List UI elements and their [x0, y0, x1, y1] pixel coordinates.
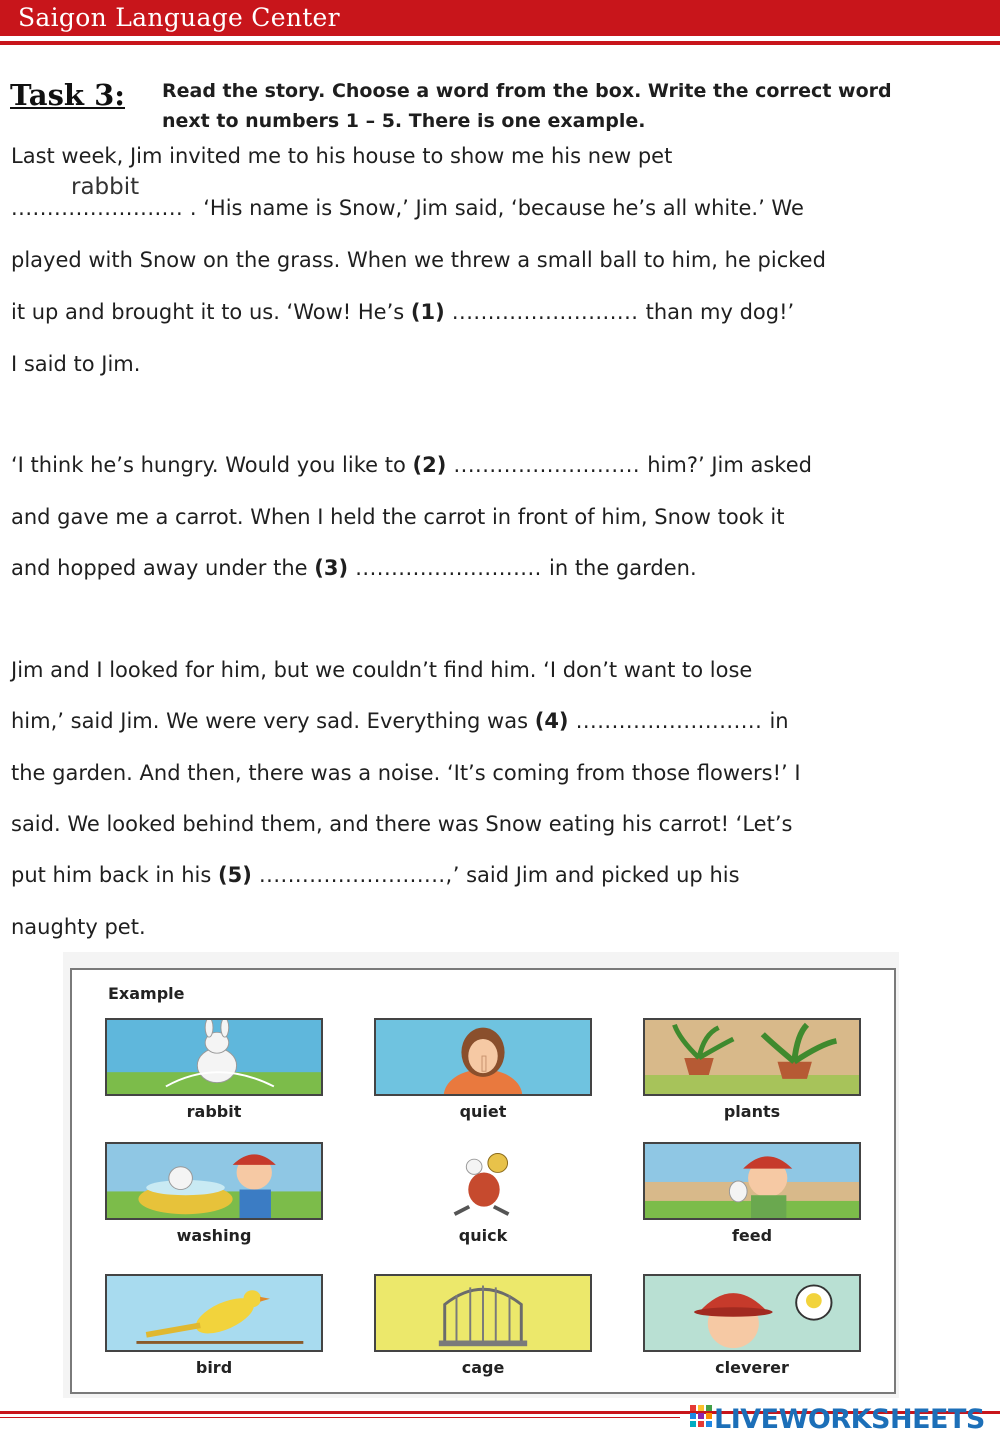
story-line-4-b: than my dog!’	[645, 300, 795, 324]
blank-number-1: (1)	[410, 300, 445, 324]
answer-blank-3[interactable]: ..........................	[348, 556, 549, 580]
example-answer-slot	[11, 174, 184, 220]
story-line-8	[11, 556, 697, 580]
cage-picture	[374, 1274, 592, 1352]
word-box	[70, 968, 896, 1394]
word-rabbit: rabbit	[186, 1102, 242, 1121]
word-cage: cage	[461, 1358, 505, 1377]
feed-picture	[643, 1142, 861, 1220]
example-answer: rabbit	[71, 174, 140, 200]
story-line-12: said. We looked behind them, and there was Snow eating his carrot! ‘Let’s	[11, 812, 793, 836]
cleverer-picture	[643, 1274, 861, 1352]
plants-picture	[643, 1018, 861, 1096]
blank-number-4: (4)	[534, 709, 569, 733]
answer-blank-2[interactable]: ..........................	[446, 453, 648, 477]
story-line-13-a: put him back in his	[11, 863, 218, 887]
story-line-13-b: ’ said Jim and picked up his	[452, 863, 740, 887]
word-quiet: quiet	[459, 1102, 507, 1121]
answer-blank-1[interactable]: ..........................	[444, 300, 646, 324]
blank-number-5: (5)	[218, 863, 252, 887]
story-line-1: Last week, Jim invited me to his house to show me his new pet	[11, 144, 673, 168]
story-line-2	[11, 174, 804, 220]
story-line-10	[11, 709, 789, 733]
quick-picture	[374, 1142, 592, 1220]
story-line-9: Jim and I looked for him, but we couldn’t find him. ‘I don’t want to lose	[11, 658, 753, 682]
bird-picture	[105, 1274, 323, 1352]
footer-divider-thin	[0, 1417, 680, 1418]
story-line-11: the garden. And then, there was a noise. ‘It’s coming from those flowers!’ I	[11, 761, 801, 785]
task-instruction	[162, 76, 982, 136]
story-line-7: and gave me a carrot. When I held the carrot in front of him, Snow took it	[11, 505, 785, 529]
story-line-2-text: . ‘His name is Snow,’ Jim said, ‘because he’s all white.’ We	[183, 196, 804, 220]
story-line-8-b: in the garden.	[549, 556, 697, 580]
story-line-6-a: ‘I think he’s hungry. Would you like to	[11, 453, 413, 477]
word-quick: quick	[458, 1226, 508, 1245]
story-line-4-a: it up and brought it to us. ‘Wow! He’s	[11, 300, 411, 324]
example-label: Example	[108, 984, 185, 1003]
word-washing: washing	[176, 1226, 252, 1245]
header-divider	[0, 41, 1000, 45]
liveworksheets-logo-icon	[690, 1405, 712, 1431]
rabbit-picture	[105, 1018, 323, 1096]
story-line-4	[11, 300, 794, 324]
story-line-3: played with Snow on the grass. When we threw a small ball to him, he picked	[11, 248, 826, 272]
story-line-10-a: him,’ said Jim. We were very sad. Everything was	[11, 709, 535, 733]
brand-text: LIVEWORKSHEETS	[714, 1404, 985, 1435]
instruction-line-1: Read the story. Choose a word from the box. Write the correct word	[162, 80, 892, 102]
washing-picture	[105, 1142, 323, 1220]
word-cleverer: cleverer	[715, 1358, 789, 1377]
story-line-6-b: him?’ Jim asked	[647, 453, 812, 477]
blank-number-3: (3)	[314, 556, 349, 580]
header-bar	[0, 0, 1000, 36]
blank-number-2: (2)	[412, 453, 447, 477]
header-title: Saigon Language Center	[18, 3, 340, 32]
instruction-line-2: next to numbers 1 – 5. There is one example.	[162, 110, 646, 132]
word-feed: feed	[731, 1226, 773, 1245]
word-bird: bird	[195, 1358, 233, 1377]
answer-blank-4[interactable]: ..........................	[568, 709, 770, 733]
liveworksheets-brand[interactable]	[690, 1404, 985, 1435]
story-line-5: I said to Jim.	[11, 352, 141, 376]
story-line-8-a: and hopped away under the	[11, 556, 315, 580]
word-plants: plants	[723, 1102, 781, 1121]
story-line-6	[11, 453, 812, 477]
quiet-picture	[374, 1018, 592, 1096]
task-label: Task 3:	[10, 78, 125, 112]
example-dots: ........................	[11, 196, 184, 220]
story-line-14: naughty pet.	[11, 915, 146, 939]
story-line-13	[11, 863, 740, 887]
story-line-10-b: in	[769, 709, 789, 733]
answer-blank-5[interactable]: ..........................,	[251, 863, 453, 887]
